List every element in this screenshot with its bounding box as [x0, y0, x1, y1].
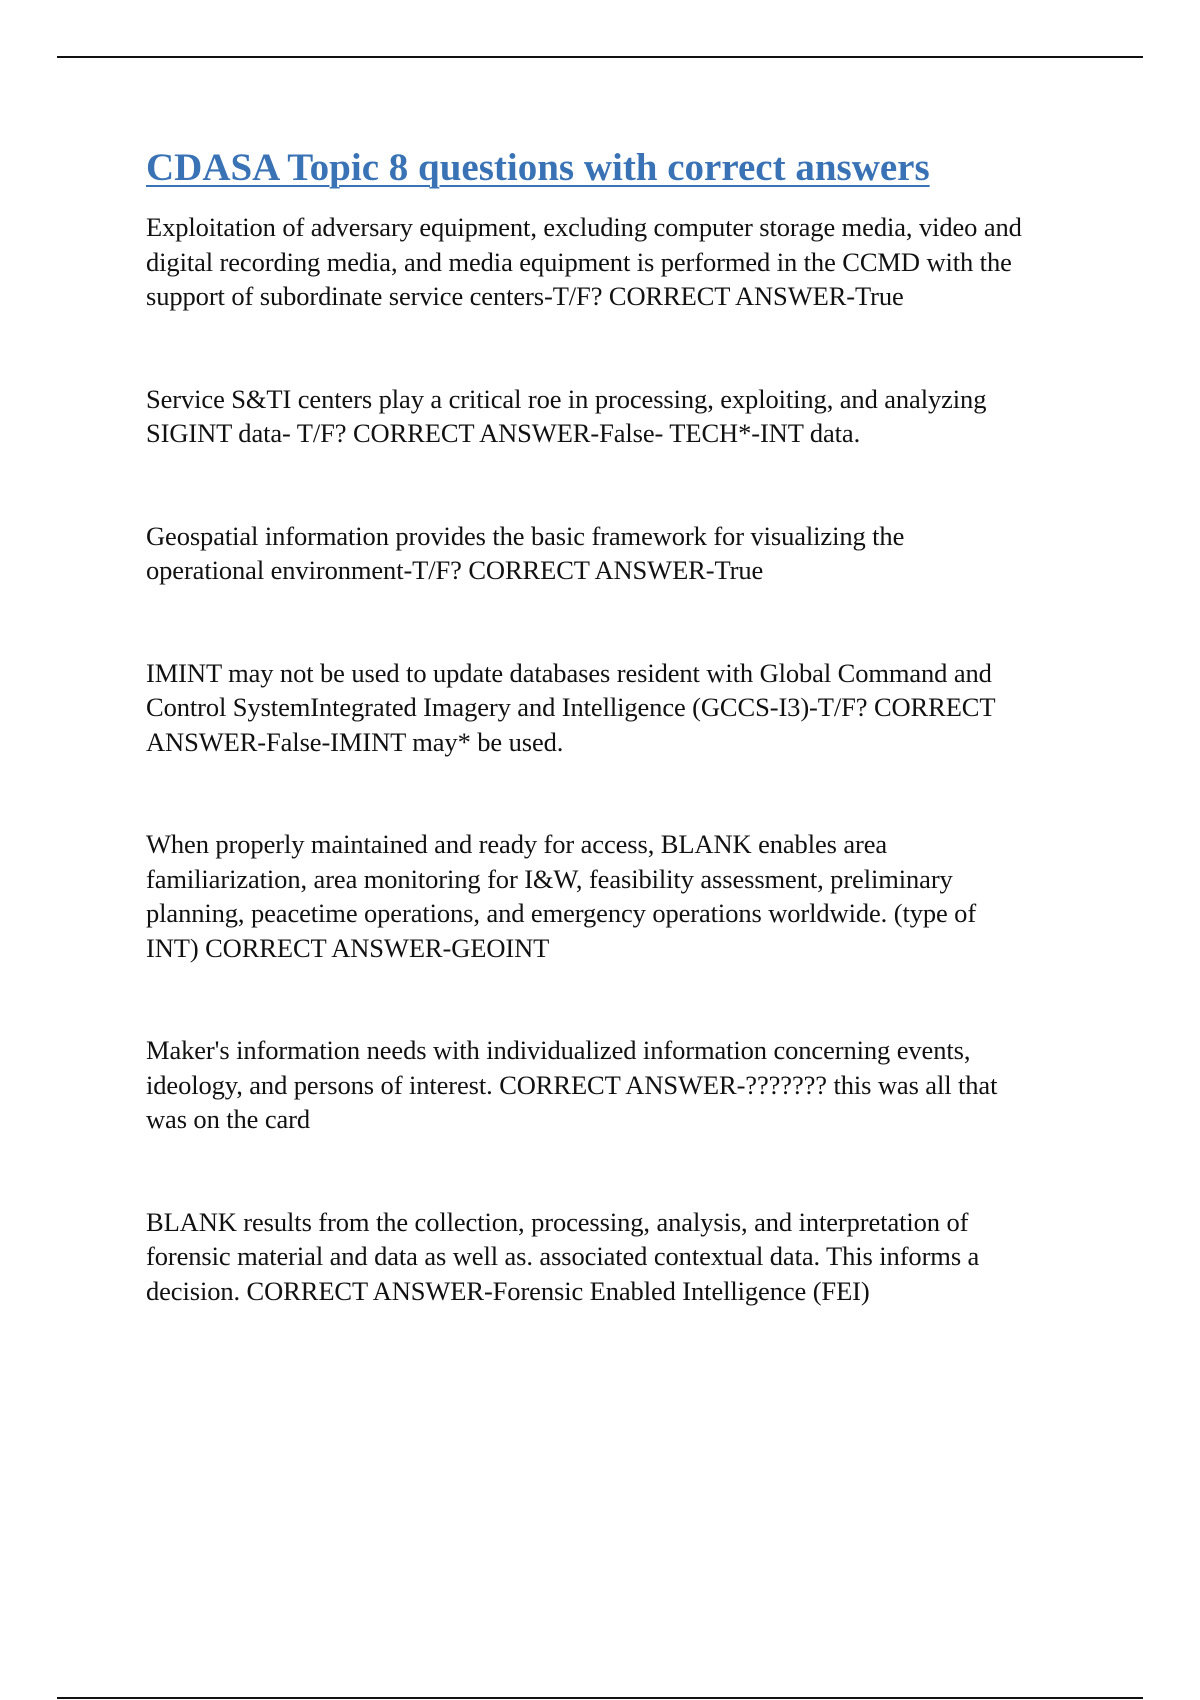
qa-item-4 [146, 656, 1106, 760]
document-body [146, 140, 1106, 1308]
qa-line: digital recording media, and media equipment is performed in the CCMD with the [146, 246, 1012, 277]
qa-line: When properly maintained and ready for access, BLANK enables area [146, 829, 888, 859]
qa-line: IMINT may not be used to update databases resident with Global Command and [146, 657, 992, 688]
document-title: CDASA Topic 8 questions with correct answers [146, 146, 930, 189]
qa-line: BLANK results from the collection, processing, analysis, and interpretation of [146, 1206, 969, 1237]
qa-line: ideology, and persons of interest. CORRECT ANSWER-??????? this was all that [146, 1069, 998, 1100]
qa-item-1 [146, 210, 1106, 314]
qa-line: Control SystemIntegrated Imagery and Intelligence (GCCS-I3)-T/F? CORRECT [146, 692, 996, 722]
qa-line: decision. CORRECT ANSWER-Forensic Enabled Intelligence (FEI) [146, 1275, 870, 1306]
qa-line: forensic material and data as well as. associated contextual data. This informs a [146, 1241, 980, 1271]
qa-line: Geospatial information provides the basic framework for visualizing the [146, 520, 905, 551]
qa-line: Service S&TI centers play a critical roe in processing, exploiting, and analyzing [146, 383, 987, 414]
qa-line: support of subordinate service centers-T/F? CORRECT ANSWER-True [146, 281, 904, 311]
qa-line: familiarization, area monitoring for I&W, feasibility assessment, preliminary [146, 863, 953, 894]
qa-item-5 [146, 827, 1106, 965]
qa-line: SIGINT data- T/F? CORRECT ANSWER-False- TECH*-INT data. [146, 418, 861, 448]
qa-item-6 [146, 1033, 1106, 1137]
qa-item-2 [146, 382, 1106, 451]
qa-line: planning, peacetime operations, and emergency operations worldwide. (type of [146, 898, 977, 928]
qa-item-7 [146, 1205, 1106, 1309]
qa-line: INT) CORRECT ANSWER-GEOINT [146, 932, 550, 963]
bottom-rule [57, 1697, 1143, 1699]
qa-line: ANSWER-False-IMINT may* be used. [146, 726, 564, 757]
qa-line: operational environment-T/F? CORRECT ANSWER-True [146, 555, 764, 585]
top-rule [57, 56, 1143, 58]
qa-line: Exploitation of adversary equipment, excluding computer storage media, video and [146, 212, 1022, 242]
qa-line: was on the card [146, 1104, 311, 1134]
qa-item-3 [146, 519, 1106, 588]
qa-line: Maker's information needs with individualized information concerning events, [146, 1035, 971, 1065]
